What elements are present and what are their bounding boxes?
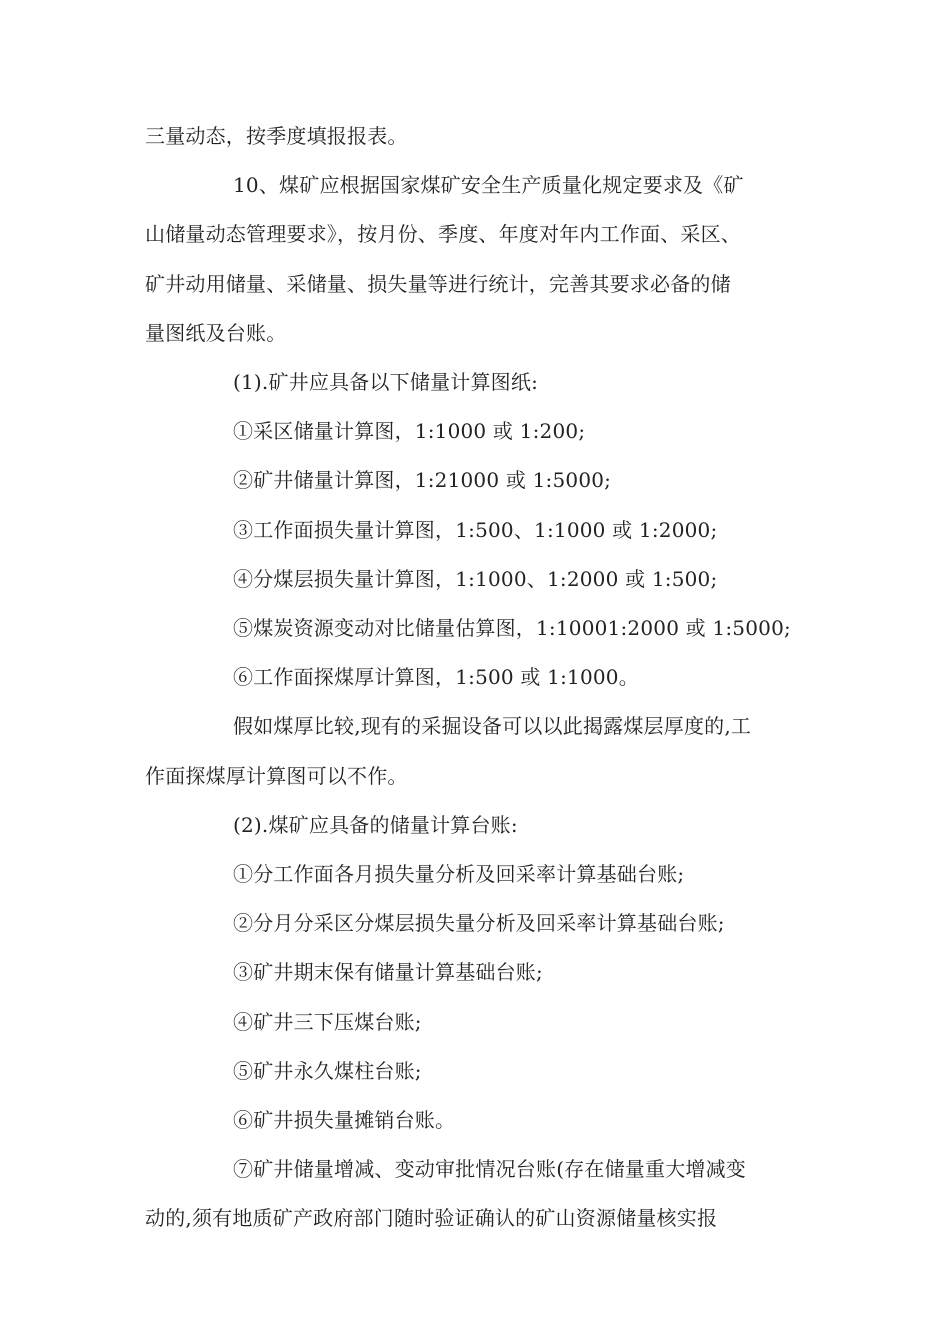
text-line-10: ④分煤层损失量计算图，1:1000、1:2000 或 1:500; [233, 566, 718, 591]
text-line-18: ③矿井期末保有储量计算基础台账; [233, 960, 543, 985]
text-line-22: ⑦矿井储量增减、变动审批情况台账(存在储量重大增减变 [233, 1157, 747, 1182]
text-line-2: 10、煤矿应根据国家煤矿安全生产质量化规定要求及《矿 [233, 173, 744, 198]
text-line-5: 量图纸及台账。 [145, 320, 287, 345]
text-line-17: ②分月分采区分煤层损失量分析及回采率计算基础台账; [233, 911, 725, 936]
text-line-3: 山储量动态管理要求》，按月份、季度、年度对年内工作面、采区、 [145, 222, 741, 247]
text-line-21: ⑥矿井损失量摊销台账。 [233, 1108, 456, 1133]
text-line-15: (2).煤矿应具备的储量计算台账: [233, 812, 518, 837]
text-line-12: ⑥工作面探煤厚计算图，1:500 或 1:1000。 [233, 665, 639, 690]
text-line-9: ③工作面损失量计算图，1:500、1:1000 或 1:2000; [233, 517, 718, 542]
document-body [145, 112, 825, 1244]
text-line-20: ⑤矿井永久煤柱台账; [233, 1058, 422, 1083]
text-line-7: ①采区储量计算图，1:1000 或 1:200; [233, 419, 586, 444]
text-line-8: ②矿井储量计算图，1:21000 或 1:5000; [233, 468, 612, 493]
text-line-13: 假如煤厚比较,现有的采掘设备可以以此揭露煤层厚度的,工 [233, 714, 752, 739]
text-line-14: 作面探煤厚计算图可以不作。 [145, 763, 408, 788]
text-line-11: ⑤煤炭资源变动对比储量估算图，1:10001:2000 或 1:5000; [233, 616, 791, 641]
text-line-1: 三量动态，按季度填报报表。 [145, 124, 408, 148]
text-line-16: ①分工作面各月损失量分析及回采率计算基础台账; [233, 862, 685, 887]
text-line-6: (1).矿井应具备以下储量计算图纸: [233, 370, 539, 395]
text-line-23: 动的,须有地质矿产政府部门随时验证确认的矿山资源储量核实报 [145, 1206, 718, 1231]
text-line-19: ④矿井三下压煤台账; [233, 1009, 422, 1034]
text-line-4: 矿井动用储量、采储量、损失量等进行统计，完善其要求必备的储 [145, 271, 731, 296]
